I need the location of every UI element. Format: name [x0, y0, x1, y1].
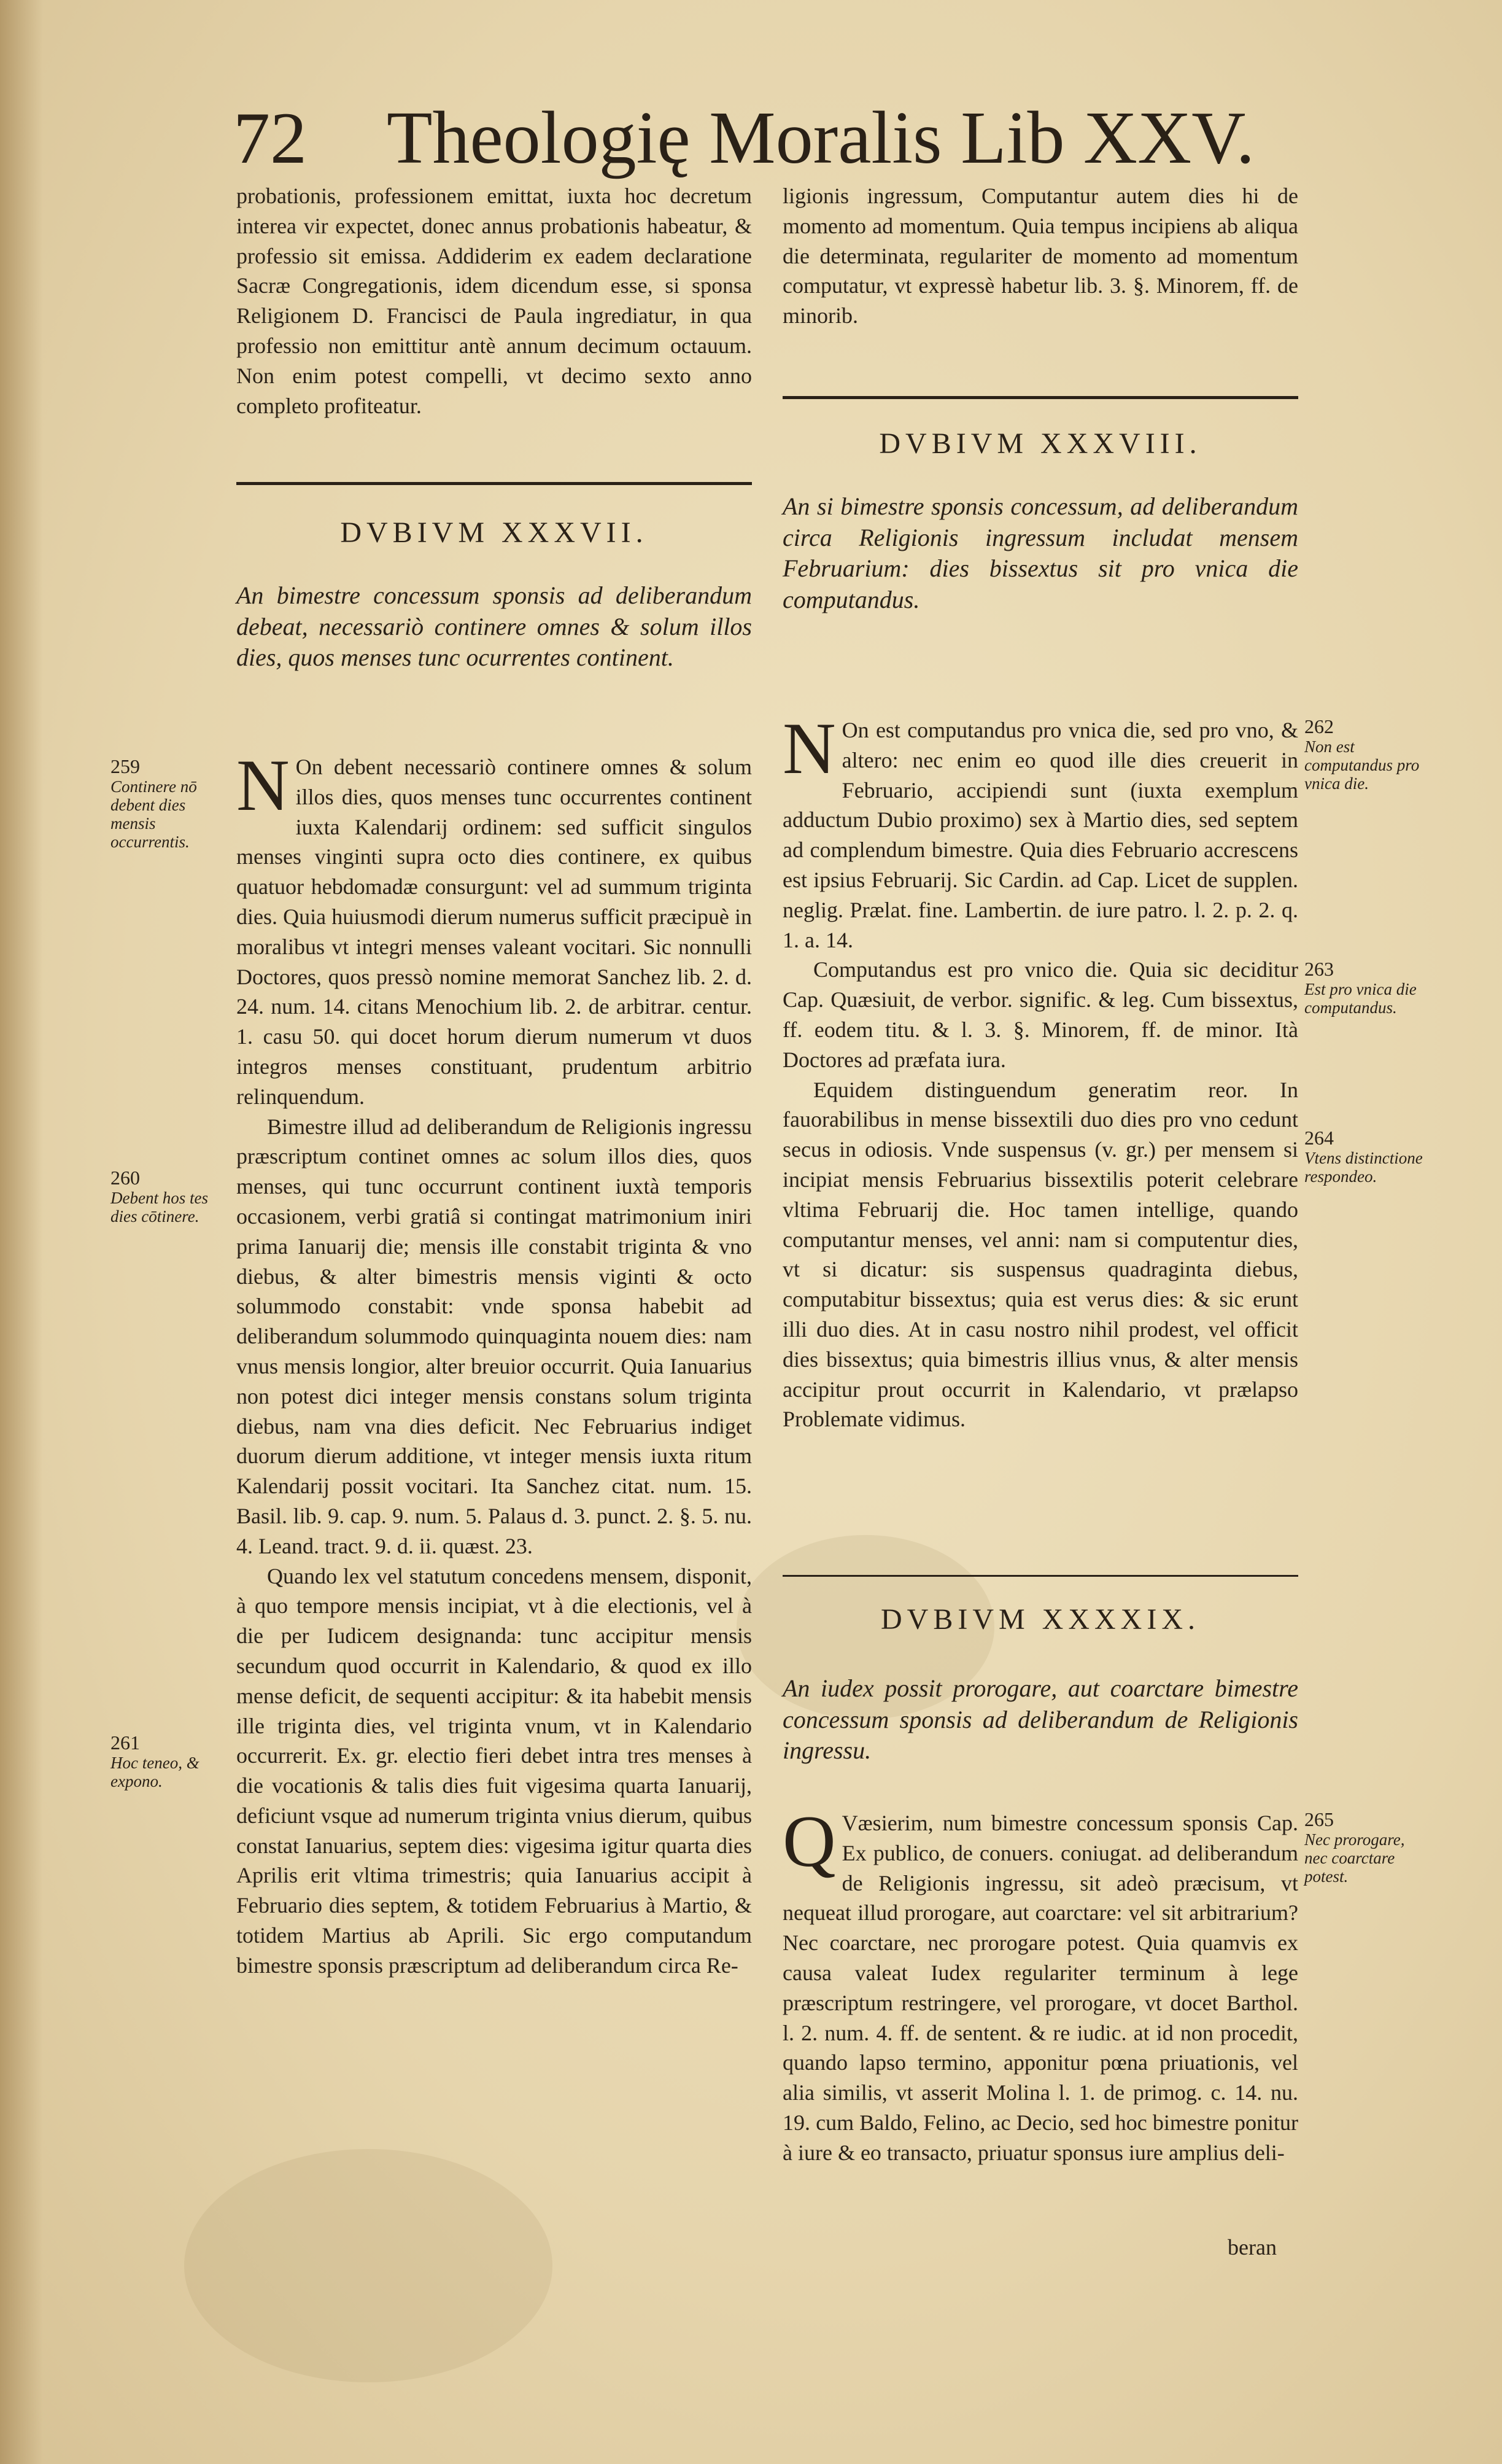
left-para-2: Bimestre illud ad deliberandum de Religionis ingressu præscriptum continet omnes ac solum illos dies, quos menses, qui tunc occurrunt continent iuxtà temporis occasionem, verbi gratiâ si contingat matrimonium iniri prima Ianuarij die; mensis ille constabit triginta & vno diebus, & alter bimestris mensis viginti & octo solummodo constabit: vnde sponsa habebit ad deliberandum solummodo quinquaginta nouem dies: nam vnus mensis longior, alter breuior occurrit. Quia Ianuarius non potest dici integer mensis constans solum triginta diebus, nam vna dies deficit. Nec Februarius indiget duorum dierum additione, vt integer mensis iuxta ritum Kalendarij possit vocitari. Ita Sanchez citat. num. 15. Basil. lib. 9. cap. 9. num. 5. Palaus d. 3. punct. 2. §. 5. nu. 4. Leand. tract. 9. d. ii. quæst. 23. [236, 1114, 752, 1558]
left-para-1-text: On debent necessariò continere omnes & solum illos dies, quos menses tunc occurrentes continent iuxta Kalendarij ordinem: sed sufficit singulos menses vinginti supra octo dies continere, ex quibus quatuor hebdomadæ consurgunt: vel ad summum triginta dies. Quia huiusmodi dierum numerus sufficit præcipuè in moralibus vt integri menses valeant vocitari. Sic nonnulli Doctores, quos pressò nomine memorat Sanchez lib. 2. d. 24. num. 14. citans Menochium lib. 2. de arbitrar. centur. 1. casu 50. qui docet horum dierum numerum vt duos integros menses constituant, prudentum arbitrio relinquendum. [236, 755, 752, 1109]
margin-note-264: 264 Vtens distinctione respondeo. [1304, 1127, 1423, 1186]
margin-note-259: 259 Continere nō debent dies mensis occurrentis. [110, 755, 197, 851]
dubium-38-body [783, 707, 1298, 1434]
dubium-37-question: An bimestre concessum sponsis ad deliberandum debeat, necessariò continere omnes & solum illos dies, quos menses tunc ocurrentes continent. [236, 581, 752, 671]
dubium-38-question: An si bimestre sponsis concessum, ad deliberandum circa Religionis ingressum includat mensem Februarium: dies bissextus sit pro vnica die computandus. [783, 492, 1298, 613]
right-para-4 [783, 1800, 1298, 2168]
right-para-1 [783, 707, 1298, 955]
dropcap-n: N [236, 744, 290, 826]
margin-note-260: 260 Debent hos tes dies cōtinere. [110, 1167, 208, 1226]
right-para-1-text: On est computandus pro vnica die, sed pro vno, & altero: nec enim eo quod ille dies creuerit in Februario, accipiendi sunt (iuxta exemplum adductum Dubio proximo) sex à Martio dies, sed septem ad complendum bimestre. Quia dies Februario accrescens est ipsius Februarij. Sic Cardin. ad Cap. Licet de supplen. neglig. Prælat. fine. Lambertin. de iure patro. l. 2. p. 2. q. 1. a. 14. [783, 718, 1298, 952]
margin-note-265: 265 Nec prorogare, nec coarctare potest. [1304, 1808, 1405, 1886]
dubium-38-heading: DVBIVM XXXVIII. [879, 427, 1202, 460]
margin-note-263: 263 Est pro vnica die computandus. [1304, 958, 1417, 1017]
dubium-39-heading: DVBIVM XXXXIX. [881, 1603, 1200, 1636]
dubium-39-question: An iudex possit prorogare, aut coarctare bimestre concessum sponsis ad deliberandum de Religionis ingressu. [783, 1674, 1298, 1764]
left-para-1 [236, 744, 752, 1112]
margin-note-262: 262 Non est computandus pro vnica die. [1304, 715, 1420, 793]
dubium-37-body [236, 744, 752, 1981]
dubium-37-heading: DVBIVM XXXVII. [340, 516, 648, 549]
dropcap-q: Q [783, 1800, 836, 1882]
left-para-3: Quando lex vel statutum concedens mensem, disponit, à quo tempore mensis incipiat, vt à die electionis, vel à die per Iudicem designanda: tunc accipitur mensis secundum quod occurrit in Kalendario, & quod ex illo mense deficit, de sequenti accipitur: & ita habebit mensis ille triginta dies, vel triginta vnum, vt in Kalendario occurrerit. Ex. gr. electio fieri debet intra tres menses à die vocationis & talis dies fuit vigesima quarta Ianuarij, deficiunt vsque ad numerum triginta vnius dierum, quibus constat Ianuarius, septem dies: vigesima igitur quarta dies Aprilis erit vltima trimestris; quia Ianuarius accipit à Februario dies septem, & totidem Februarius à Martio, & totidem Martius ab Aprili. Sic ergo computandum bimestre sponsis præscriptum ad deliberandum circa Re- [236, 1563, 752, 1978]
paper-stain [184, 2149, 552, 2382]
section-divider [236, 482, 752, 485]
section-divider [783, 1575, 1298, 1577]
dubium-39-body [783, 1800, 1298, 2168]
catchword: beran [1228, 2235, 1277, 2260]
right-para-3: Equidem distinguendum generatim reor. In fauorabilibus in mense bissextili duo dies pro vno cedunt secus in odiosis. Vnde suspensus (v. gr.) per mensem si incipiat mensis Februarius bissextilis poterit celebrare vltima Februarij die. Hoc tamen intellige, quando computantur menses, vel anni: nam si computentur dies, vt si dicatur: sis suspensus quadraginta diebus, computabitur bissextus; quia est verus dies: & sic erunt illi duo dies. At in casu nostro nihil prodest, vel officit dies bissextus; quia bimestris illius vnus, & alter mensis accipitur prout occurrit in Kalendario, vt prælapso Problemate vidimus. [783, 1077, 1298, 1432]
left-intro-block [236, 181, 752, 421]
margin-note-261: 261 Hoc teneo, & expono. [110, 1731, 199, 1790]
section-divider [783, 396, 1298, 399]
left-intro-text: probationis, professionem emittat, iuxta hoc decretum interea vir expectet, donec annus probationis habeatur, & professio sit emissa. Addiderim ex eadem declaratione Sacræ Congregationis, idem dicendum esse, si sponsa Religionem D. Francisci de Paula ingrediatur, in qua professio non emittitur antè annum decimum octauum. Non enim potest compelli, vt decimo sexto anno completo profiteatur. [236, 184, 752, 418]
right-para-4-text: Væsierim, num bimestre concessum sponsis Cap. Ex publico, de conuers. coniugat. ad deliberandum de Religionis ingressu, sit adeò præcisum, vt nequeat illud prorogare, aut coarctare: vel sit arbitrarium? Nec coarctare, nec prorogare potest. Quia quamvis ex causa valeat Iudex regulariter terminum à lege præscriptum restringere, vel prorogare, vt docet Barthol. l. 2. num. 4. ff. de sentent. & re iudic. at id non procedit, quando lapso termino, apponitur pœna priuationis, vel alia similis, vt asserit Molina l. 1. de primog. c. 14. nu. 19. cum Baldo, Felino, ac Decio, sed hoc bimestre ponitur à iure & eo transacto, priuatur sponsus iure amplius deli- [783, 1811, 1298, 2165]
right-intro-block [783, 181, 1298, 331]
running-title: Theologię Moralis Lib XXV. [387, 96, 1255, 179]
right-intro-text: ligionis ingressum, Computantur autem dies hi de momento ad momentum. Quia tempus incipiens ab aliqua die determinata, regulariter de momento ad momentum computatur, vt expressè habetur lib. 3. §. Minorem, ff. de minorib. [783, 184, 1298, 328]
page-header [233, 92, 1277, 184]
dropcap-n: N [783, 707, 836, 789]
page-number: 72 [233, 97, 307, 179]
right-para-2: Computandus est pro vnico die. Quia sic deciditur Cap. Quæsiuit, de verbor. signific. & leg. Cum bissextus, ff. eodem titu. & l. 3. §. Minorem, ff. de minor. Ità Doctores ad præfata iura. [783, 957, 1298, 1072]
